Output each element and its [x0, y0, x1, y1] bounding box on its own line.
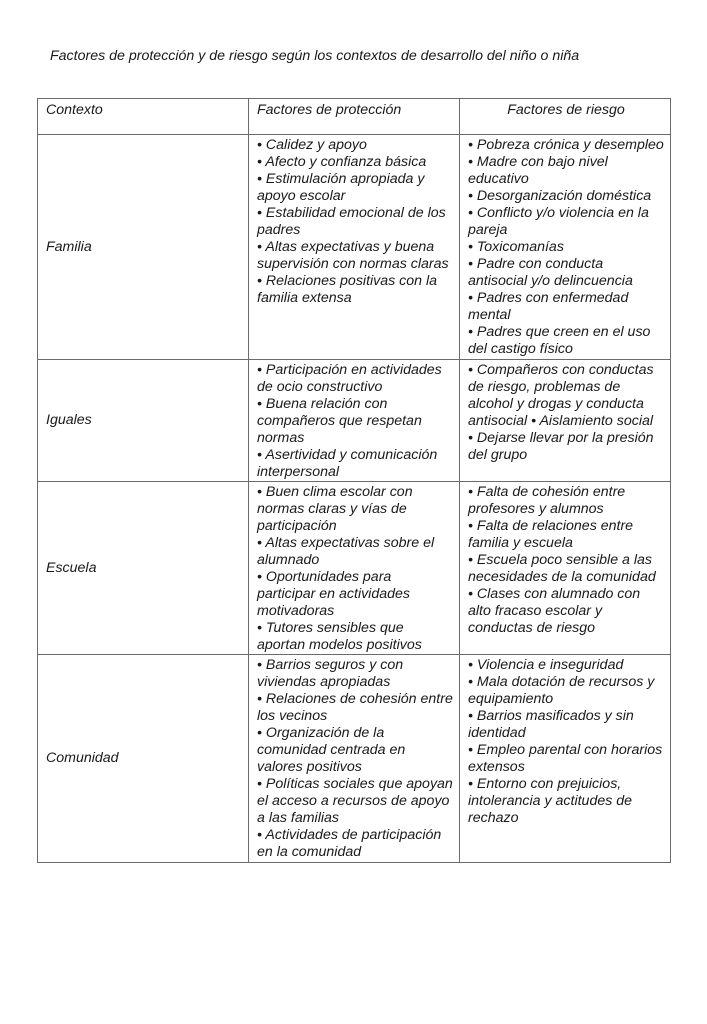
context-cell: Familia	[38, 135, 249, 360]
risk-factor: • Empleo parental con horarios extensos	[468, 742, 663, 775]
protection-factor: • Estabilidad emocional de los padres	[257, 205, 446, 238]
protection-factor: • Oportunidades para participar en actividades motivadoras	[257, 569, 410, 619]
context-cell: Iguales	[38, 360, 249, 482]
protection-factor: • Políticas sociales que apoyan el acceso a recursos de apoyo a las familias	[257, 776, 453, 826]
protection-factors-cell	[249, 135, 460, 360]
table-row	[38, 135, 671, 360]
risk-factor: • Entorno con prejuicios, intolerancia y actitudes de rechazo	[468, 776, 633, 826]
risk-factor: • Compañeros con conductas de riesgo, problemas de alcohol y drogas y conducta antisocial • Aislamiento social	[468, 362, 654, 429]
protection-factor: • Buen clima escolar con normas claras y vías de participación	[257, 484, 413, 534]
protection-factor: • Altas expectativas sobre el alumnado	[257, 535, 435, 568]
context-cell: Escuela	[38, 482, 249, 655]
protection-factor: • Relaciones de cohesión entre los vecinos	[257, 691, 453, 724]
header-context: Contexto	[38, 99, 249, 135]
risk-factors-cell	[460, 655, 671, 863]
protection-factor: • Asertividad y comunicación interpersonal	[257, 447, 438, 480]
protection-factor: • Estimulación apropiada y apoyo escolar	[257, 171, 425, 204]
protection-factor: • Afecto y confianza básica	[257, 154, 427, 170]
risk-factor: • Desorganización doméstica	[468, 188, 652, 204]
header-risk: Factores de riesgo	[460, 99, 671, 135]
risk-factors-cell	[460, 482, 671, 655]
protection-factor: • Tutores sensibles que aportan modelos positivos	[257, 620, 422, 653]
protection-factor: • Organización de la comunidad centrada en valores positivos	[257, 725, 406, 775]
protection-factor: • Barrios seguros y con viviendas apropiadas	[257, 657, 404, 690]
risk-factor: • Mala dotación de recursos y equipamiento	[468, 674, 655, 707]
protection-factor: • Buena relación con compañeros que respetan normas	[257, 396, 422, 446]
context-cell: Comunidad	[38, 655, 249, 863]
table-row	[38, 360, 671, 482]
risk-factor: • Clases con alumnado con alto fracaso escolar y conductas de riesgo	[468, 586, 641, 636]
page-title: Factores de protección y de riesgo según los contextos de desarrollo del niño o niña	[50, 48, 580, 64]
protection-factor: • Participación en actividades de ocio constructivo	[257, 362, 442, 395]
protection-factor: • Altas expectativas y buena supervisión con normas claras	[257, 239, 449, 272]
protection-factors-cell	[249, 482, 460, 655]
risk-factors-cell	[460, 135, 671, 360]
risk-factor: • Toxicomanías	[468, 239, 564, 255]
table-row	[38, 482, 671, 655]
protection-factors-cell	[249, 360, 460, 482]
risk-factor: • Padres con enfermedad mental	[468, 290, 629, 323]
risk-factors-cell	[460, 360, 671, 482]
risk-factor: • Falta de relaciones entre familia y escuela	[468, 518, 634, 551]
header-protection: Factores de protección	[249, 99, 460, 135]
risk-factor: • Padre con conducta antisocial y/o delincuencia	[468, 256, 633, 289]
risk-factor: • Barrios masificados y sin identidad	[468, 708, 634, 741]
protection-factor: • Actividades de participación en la comunidad	[257, 827, 442, 860]
protection-factor: • Calidez y apoyo	[257, 137, 367, 153]
risk-factor: • Conflicto y/o violencia en la pareja	[468, 205, 649, 238]
risk-factor: • Escuela poco sensible a las necesidades de la comunidad	[468, 552, 656, 585]
table-header-row	[38, 99, 671, 135]
protection-factors-cell	[249, 655, 460, 863]
factors-table	[37, 98, 671, 863]
protection-factor: • Relaciones positivas con la familia extensa	[257, 273, 438, 306]
risk-factor: • Falta de cohesión entre profesores y alumnos	[468, 484, 626, 517]
risk-factor: • Dejarse llevar por la presión del grupo	[468, 430, 654, 463]
table-row	[38, 655, 671, 863]
risk-factor: • Pobreza crónica y desempleo • Madre con bajo nivel educativo	[468, 137, 664, 187]
risk-factor: • Padres que creen en el uso del castigo físico	[468, 324, 651, 357]
risk-factor: • Violencia e inseguridad	[468, 657, 624, 673]
